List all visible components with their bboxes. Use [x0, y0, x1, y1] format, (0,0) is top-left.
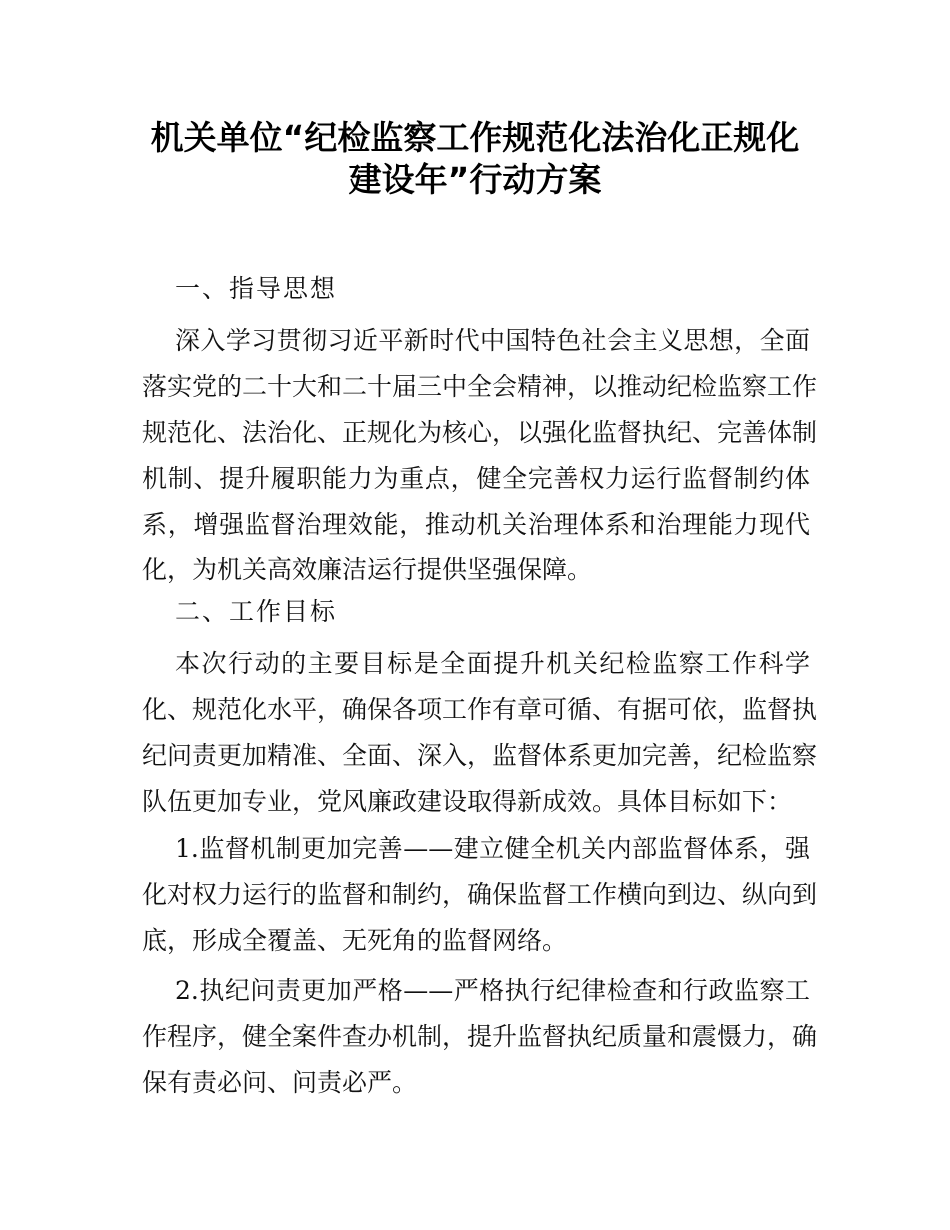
goal-item-1-line: 化对权力运行的监督和制约，确保监督工作横向到边、纵向到	[142, 880, 818, 909]
paragraph-line: 系，增强监督治理效能，推动机关治理体系和治理能力现代	[142, 510, 810, 539]
paragraph-line: 化，为机关高效廉洁运行提供坚强保障。	[142, 555, 593, 584]
section-heading-work-goals: 二、工作目标	[175, 597, 338, 626]
paragraph-line: 深入学习贯彻习近平新时代中国特色社会主义思想，全面	[175, 326, 810, 355]
paragraph-line: 纪问责更加精准、全面、深入，监督体系更加完善，纪检监察	[142, 741, 818, 770]
paragraph-line: 队伍更加专业，党风廉政建设取得新成效。具体目标如下：	[142, 787, 793, 816]
section-heading-guiding-ideology: 一、指导思想	[175, 274, 338, 303]
paragraph-line: 机制、提升履职能力为重点，健全完善权力运行监督制约体	[142, 464, 810, 493]
goal-item-2-line: 保有责必问、问责必严。	[142, 1068, 418, 1097]
document-title-line-1: 机关单位“纪检监察工作规范化法治化正规化	[150, 118, 800, 157]
goal-item-2-line: 作程序，健全案件查办机制，提升监督执纪质量和震慑力，确	[142, 1022, 818, 1051]
paragraph-line: 落实党的二十大和二十届三中全会精神，以推动纪检监察工作	[142, 372, 818, 401]
goal-item-1-line: 底，形成全覆盖、无死角的监督网络。	[142, 926, 568, 955]
document-title-line-2: 建设年”行动方案	[348, 160, 602, 199]
goal-item-1-line: 1.监督机制更加完善——建立健全机关内部监督体系，强	[175, 834, 810, 863]
paragraph-line: 规范化、法治化、正规化为核心，以强化监督执纪、完善体制	[142, 418, 818, 447]
goal-item-2-line: 2.执纪问责更加严格——严格执行纪律检查和行政监察工	[175, 976, 810, 1005]
paragraph-line: 化、规范化水平，确保各项工作有章可循、有据可依，监督执	[142, 695, 818, 724]
paragraph-line: 本次行动的主要目标是全面提升机关纪检监察工作科学	[175, 649, 810, 678]
